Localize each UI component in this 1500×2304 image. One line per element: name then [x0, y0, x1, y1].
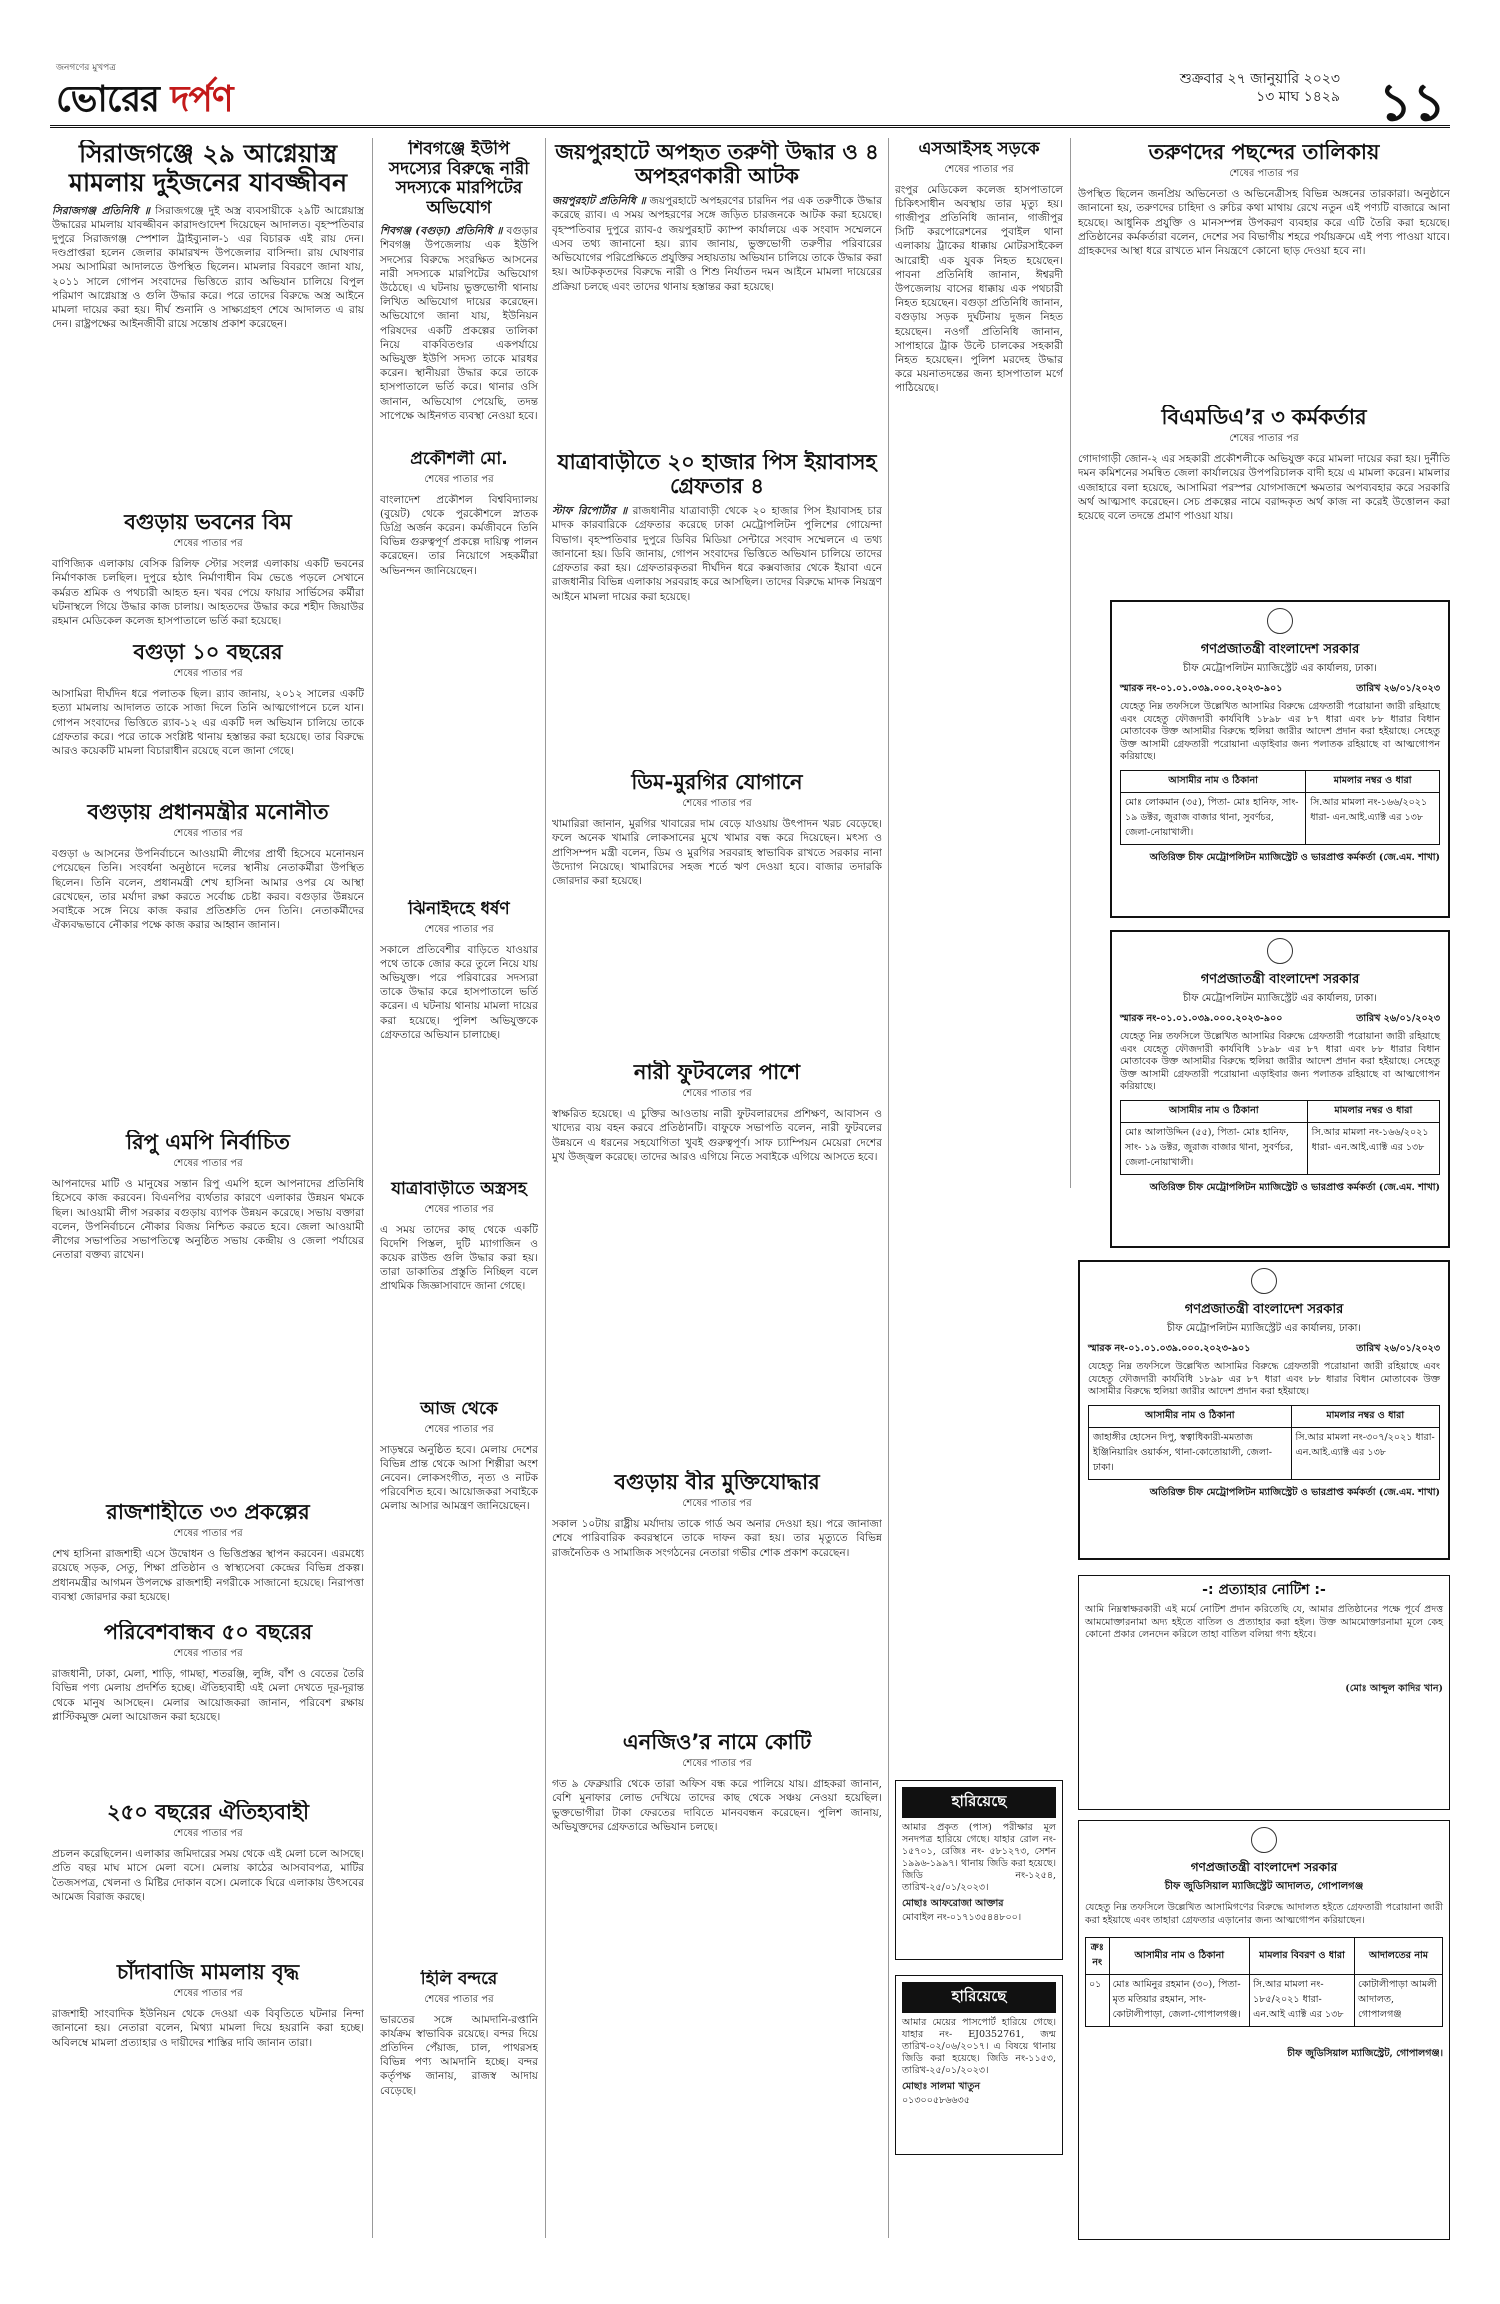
notice-table [1088, 1405, 1440, 1480]
article-dim [552, 770, 882, 1050]
article-heritage250 [52, 1800, 364, 1950]
table-head: মামলার নম্বর ও ধারা [1307, 1100, 1439, 1122]
notice-ref-row [1120, 1012, 1440, 1027]
article-sbus [895, 140, 1063, 1190]
article-body: এ সময় তাদের কাছ থেকে একটি বিদেশি পিস্তল, দুটি ম্যাগাজিন ও কয়েক রাউন্ড গুলি উদ্ধার করা হয়। তারা ডাকাতির প্রস্তুতি নিচ্ছিল বলে প্রাথমিক জিজ্ঞাসাবাদে জানা গেছে। [380, 1223, 538, 1293]
article-chandabaji [52, 1960, 364, 2240]
headline: বগুড়া ১০ বছরের [133, 640, 283, 664]
notice-body: যেহেতু নিম্ন তফসিলে উল্লেখিত আসামির বিরুদ্ধে গ্রেফতারী পরোয়ানা জারী রহিয়াছে এবং যেহেতু ফৌজদারী কার্যবিধি ১৮৯৮ এর ৮৭ ধারা এবং ৮৮ ধারার বিধান মোতাবেক উক্ত আসামীর বিরুদ্ধে হুলিয়া জারীর আদেশ প্রদান করা হইয়াছে। সেহেতু উক্ত আসামী গ্রেফতারী পরোয়ানা এড়াইবার জন্য পলাতক রহিয়াছে বা আত্মগোপন করিয়াছে। [1120, 1031, 1440, 1092]
article-bogura-building [52, 510, 364, 630]
notice-ref: স্মারক নং-০১.০১.০৩৯.০০০.২০২৩-৯০১ [1120, 683, 1283, 694]
headline: ডিম-মুরগির যোগানে [631, 770, 803, 794]
court-body: যেহেতু নিম্ন তফসিলে উল্লেখিত আসামিগণের বিরুদ্ধে আদালত হইতে গ্রেফতারী পরোয়ানা জারী করা হইয়াছে এবং তাহারা গ্রেফতার এড়ানোর জন্য আত্মগোপন করিয়াছেন। [1085, 1902, 1443, 1926]
table-head: ক্রঃ নং [1086, 1938, 1110, 1975]
notice-office: চীফ মেট্রোপলিটন ম্যাজিস্ট্রেট এর কার্যালয়, ঢাকা। [1182, 993, 1378, 1004]
continuation-note: শেষের পাতার পর [424, 473, 494, 485]
article-parivesh [52, 1620, 364, 1770]
article-rajshahi [52, 1500, 364, 1610]
continuation-note: শেষের পাতার পর [682, 1758, 752, 1770]
continuation-note: শেষের পাতার পর [424, 1203, 494, 1215]
article-body: ভারতের সঙ্গে আমদানি-রপ্তানি কার্যক্রম স্বাভাবিক রয়েছে। বন্দর দিয়ে প্রতিদিন পেঁয়াজ, চাল, পাথরসহ বিভিন্ন পণ্য আমদানি হচ্ছে। বন্দর কর্তৃপক্ষ জানায়, রাজস্ব আদায় বেড়েছে। [380, 2013, 538, 2097]
table-head: মামলার নম্বর ও ধারা [1291, 1405, 1440, 1427]
headline: প্রকৌশলী মো. [410, 450, 508, 469]
gov-notice-3 [1078, 1260, 1450, 1560]
article-joypurhat [552, 140, 882, 440]
table-head: মামলার বিবরণ ও ধারা [1250, 1938, 1355, 1975]
headline: ঝিনাইদহে ধর্ষণ [408, 900, 510, 919]
headline: হিলি বন্দরে [420, 1970, 498, 1989]
body-text: বগুড়ার শিবগঞ্জ উপজেলায় এক ইউপি সদস্যের বিরুদ্ধে সংরক্ষিত আসনের নারী সদস্যকে মারপিটের অভিযোগ উঠেছে। এ ঘটনায় ভুক্তভোগী থানায় লিখিত অভিযোগ দায়ের করেছেন। অভিযোগে জানা যায়, ইউনিয়ন পরিষদের একটি প্রকল্পের তালিকা নিয়ে বাকবিতণ্ডার একপর্যায়ে অভিযুক্ত ইউপি সদস্য তাকে মারধর করেন। স্থানীয়রা উদ্ধার করে তাকে হাসপাতালে ভর্তি করে। থানার ওসি জানান, অভিযোগ পেয়েছি, তদন্ত সাপেক্ষে আইনগত ব্যবস্থা নেওয়া হবে। [380, 225, 538, 422]
continuation-note: শেষের পাতার পর [173, 1988, 243, 2000]
date-line [1180, 70, 1340, 106]
continuation-note: শেষের পাতার পর [1229, 433, 1299, 445]
article-yaba [552, 450, 882, 760]
article-jatrabari [380, 1180, 538, 1380]
logo-tagline: জনগণের মুখপত্র [56, 63, 116, 73]
article-body: রংপুর মেডিকেল কলেজ হাসপাতালে চিকিৎসাধীন অবস্থায় তার মৃত্যু হয়। গাজীপুর প্রতিনিধি জানান, গাজীপুর সিটি করপোরেশনের পুবাইল থানা এলাকায় ট্রাকের ধাক্কায় মোটরসাইকেল আরোহী এক যুবক নিহত হয়েছেন। পাবনা প্রতিনিধি জানান, ঈশ্বরদী উপজেলায় বাসের ধাক্কায় এক পথচারী নিহত হয়েছেন। বগুড়া প্রতিনিধি জানান, বগুড়ায় সড়ক দুর্ঘটনায় দুজন নিহত হয়েছেন। নওগাঁ প্রতিনিধি জানান, সাপাহারে ট্রাক উল্টে চালকের সহকারী নিহত হয়েছেন। পুলিশ মরদেহ উদ্ধার করে ময়নাতদন্তের জন্য হাসপাতাল মর্গে পাঠিয়েছে। [895, 183, 1063, 395]
lost-name: মোছাঃ আফরোজা আক্তার [902, 1898, 1004, 1909]
article-bmda [1078, 405, 1450, 585]
column-rule [1070, 138, 1071, 1188]
notice-ref-row [1120, 682, 1440, 697]
table-head: আসামীর নাম ও ঠিকানা [1089, 1405, 1292, 1427]
lost-body: আমার প্রকৃত (পাস) পরীক্ষার মূল সনদপত্র হারিয়ে গেছে। যাহার রোল নং- ১৫৭০১, রেজিঃ নং- ৫৮১২৭৩, সেশন ১৯৯৬-১৯৯৭। থানায় জিডি করা হয়েছে। জিডি নং-১২৫৪, তারিখ-২৫/০১/২০২৩। [902, 1822, 1056, 1893]
notice-ref-row [1088, 1342, 1440, 1357]
article-jhenaidah [380, 900, 538, 1170]
article-body: গত ৯ ফেব্রুয়ারি থেকে তারা অফিস বন্ধ করে পালিয়ে যায়। গ্রাহকরা জানান, বেশি মুনাফার লোভ দেখিয়ে তাদের কাছ থেকে সঞ্চয় নেওয়া হয়েছিল। ভুক্তভোগীরা টাকা ফেরতের দাবিতে মানববন্ধন করেছেন। পুলিশ জানায়, অভিযুক্তদের গ্রেফতারে অভিযান চলছে। [552, 1778, 882, 1833]
table-cell: সি.আর মামলা নং-১৬৬/২০২১ ধারা- এন.আই.এ্যাক্ট এর ১৩৮ [1306, 792, 1440, 844]
headline: এনজিও’র নামে কোটি [622, 1730, 812, 1754]
headline: তরুণদের পছন্দের তালিকায় [1148, 140, 1380, 164]
article-nari [552, 1060, 882, 1460]
headline: পরিবেশবান্ধব ৫০ বছরের [103, 1620, 313, 1644]
table-cell: সি.আর মামলা নং- ১৮৫/২০২১ ধারা- এন.আই এ্যাক্ট এর ১৩৮ [1250, 1975, 1355, 2027]
headline: ২৫০ বছরের ঐতিহ্যবাহী [106, 1800, 310, 1824]
court-notice [1078, 1820, 1450, 2240]
lost-name: মোছাঃ সালমা খাতুন [902, 2081, 981, 2092]
table-cell: জাহাঙ্গীর হোসেন দিপু, স্বত্বাধিকারী-মমতাজ ইঞ্জিনিয়ারিং ওয়ার্কস, থানা-কোতোয়ালী, জেলা-ঢাকা। [1089, 1427, 1292, 1479]
logo-text [56, 72, 233, 132]
masthead [50, 58, 1450, 133]
article-body: আসামিরা দীর্ঘদিন ধরে পলাতক ছিল। র‌্যাব জানায়, ২০১২ সালের একটি হত্যা মামলায় আদালত তাকে সাজা দিলে তিনি আত্মগোপনে চলে যান। গোপন সংবাদের ভিত্তিতে র‌্যাব-১২ এর একটি দল অভিযান চালিয়ে তাকে গ্রেফতার করে। পরে তাকে সংশ্লিষ্ট থানায় হস্তান্তর করা হয়েছে। তার বিরুদ্ধে আরও কয়েকটি মামলা বিচারাধীন রয়েছে বলে জানা গেছে। [52, 688, 364, 757]
gov-notice-1 [1110, 600, 1450, 918]
notice-office: চীফ মেট্রোপলিটন ম্যাজিস্ট্রেট এর কার্যালয়, ঢাকা। [1182, 663, 1378, 674]
lost-phone: ০১৩০০৫৮৬৬৩৫ [902, 2095, 970, 2107]
headline: আজ থেকে [420, 1400, 498, 1419]
byline: স্টাফ রিপোর্টার ॥ [552, 505, 628, 518]
continuation-note: শেষের পাতার পর [424, 1423, 494, 1435]
continuation-note: শেষের পাতার পর [173, 828, 243, 840]
notice-signatory: অতিরিক্ত চীফ মেট্রোপলিটন ম্যাজিস্ট্রেট ও ভারপ্রাপ্ত কর্মকর্তা (জে.এম. শাখা) [1149, 1181, 1440, 1193]
table-head: আসামীর নাম ও ঠিকানা [1121, 1100, 1308, 1122]
notice-gov: গণপ্রজাতন্ত্রী বাংলাদেশ সরকার [1200, 972, 1360, 987]
withdrawal-notice [1078, 1575, 1450, 1810]
continuation-note: শেষের পাতার পর [424, 1993, 494, 2005]
article-shibganj [380, 140, 538, 440]
article-ngo [552, 1730, 882, 2240]
table-cell: কোটালীপাড়া আমলী আদালত, গোপালগঞ্জ [1355, 1975, 1443, 2027]
article-body: গোদাগাড়ী জোন-২ এর সহকারী প্রকৌশলীকে অভিযুক্ত করে মামলা দায়ের করা হয়। দুর্নীতি দমন কমিশনের সমন্বিত জেলা কার্যালয়ের উপপরিচালক বাদী হয়ে এ মামলা করেন। মামলার এজাহারে বলা হয়েছে, আসামিরা পরস্পর যোগসাজশে ক্ষমতার অপব্যবহার করে সরকারি অর্থ আত্মসাৎ করেছেন। সেচ প্রকল্পের নামে বরাদ্দকৃত অর্থ কাজ না করেই উত্তোলন করা হয়েছে বলে তদন্তে প্রমাণ পাওয়া যায়। [1078, 453, 1450, 522]
lost-phone: মোবাইল নং-০১৭১৩৫৪৪৮০০। [902, 1912, 1022, 1924]
body-text: জয়পুরহাটে অপহরণের চারদিন পর এক তরুণীকে উদ্ধার করেছে র‌্যাব। এ সময় অপহরণের সঙ্গে জড়িত চারজনকে আটক করা হয়েছে। বৃহস্পতিবার দুপুরে র‌্যাব-৫ জয়পুরহাট ক্যাম্প কার্যালয়ে এক সংবাদ সম্মেলনে এসব তথ্য জানানো হয়। র‌্যাব জানায়, ভুক্তভোগী তরুণীর পরিবারের অভিযোগের পরিপ্রেক্ষিতে প্রযুক্তির সহায়তায় অভিযান চালিয়ে তাকে উদ্ধার করা হয়। আটককৃতদের বিরুদ্ধে নারী ও শিশু নির্যাতন দমন আইনে মামলা দায়েরের প্রক্রিয়া চলছে এবং তাদের থানায় হস্তান্তর করা হয়েছে। [552, 195, 882, 293]
notice-gov: গণপ্রজাতন্ত্রী বাংলাদেশ সরকার [1200, 642, 1360, 657]
court-office: চীফ জুডিসিয়াল ম্যাজিস্ট্রেট আদালত, গোপালগঞ্জ [1164, 1881, 1364, 1892]
body-text: রাজধানীর যাত্রাবাড়ী থেকে ২০ হাজার পিস ইয়াবাসহ চার মাদক কারবারিকে গ্রেফতার করেছে ঢাকা মেট্রোপলিটন পুলিশের গোয়েন্দা বিভাগ। বৃহস্পতিবার দুপুরে ডিবির মিডিয়া সেন্টারে সংবাদ সম্মেলনে এ তথ্য জানানো হয়। ডিবি জানায়, গোপন সংবাদের ভিত্তিতে অভিযান চালিয়ে তাদের গ্রেফতার করা হয়। গ্রেফতারকৃতরা দীর্ঘদিন ধরে কক্সবাজার থেকে ইয়াবা এনে রাজধানীর বিভিন্ন এলাকায় সরবরাহ করে আসছিল। তাদের বিরুদ্ধে মাদক নিয়ন্ত্রণ আইনে মামলা দায়ের করা হয়েছে। [552, 505, 882, 603]
headline: চাঁদাবাজি মামলায় বৃদ্ধ [116, 1960, 300, 1984]
headline: যাত্রাবাড়ীতে ২০ হাজার পিস ইয়াবাসহ গ্রেফতার ৪ [557, 450, 877, 499]
byline: শিবগঞ্জ (বগুড়া) প্রতিনিধি ॥ [380, 225, 503, 238]
article-body [552, 504, 882, 603]
notice-office: চীফ মেট্রোপলিটন ম্যাজিস্ট্রেট এর কার্যালয়, ঢাকা। [1166, 1323, 1362, 1334]
continuation-note: শেষের পাতার পর [173, 668, 243, 680]
withdrawal-body: আমি নিম্নস্বাক্ষরকারী এই মর্মে নোটিশ প্রদান করিতেছি যে, আমার প্রতিষ্ঠানের পক্ষে পূর্বে প্রদত্ত আমমোক্তারনামা অদ্য হইতে বাতিল ও প্রত্যাহার করা হইল। উক্ত আমমোক্তারনামা মূলে কেহ কোনো প্রকার লেনদেন করিলে তাহা বাতিল বলিয়া গণ্য হইবে। [1085, 1604, 1443, 1641]
article-body: শেখ হাসিনা রাজশাহী এসে উদ্বোধন ও ভিত্তিপ্রস্তর স্থাপন করবেন। এরমধ্যে রয়েছে সড়ক, সেতু, শিক্ষা প্রতিষ্ঠান ও স্বাস্থ্যসেবা কেন্দ্রের বিভিন্ন প্রকল্প। প্রধানমন্ত্রীর আগমন উপলক্ষে রাজশাহী নগরীকে সাজানো হয়েছে। নিরাপত্তা ব্যবস্থা জোরদার করা হয়েছে। [52, 1548, 364, 1603]
withdrawal-title: -: প্রত্যাহার নোটিশ :- [1202, 1582, 1326, 1598]
byline: জয়পুরহাট প্রতিনিধি ॥ [552, 195, 646, 208]
court-table [1085, 1937, 1443, 2027]
withdrawal-signature: (মোঃ আব্দুল কাদির খান) [1345, 1682, 1443, 1694]
notice-table [1120, 1100, 1440, 1175]
headline: এসআইসহ সড়কে [918, 140, 1040, 159]
continuation-note: শেষের পাতার পর [682, 1088, 752, 1100]
article-body [52, 204, 364, 332]
article-bogura10 [52, 640, 364, 790]
logo-part2: দর্পণ [170, 78, 233, 120]
continuation-note: শেষের পাতার পর [173, 538, 243, 550]
continuation-note: শেষের পাতার পর [173, 1828, 243, 1840]
headline: নারী ফুটবলের পাশে [633, 1060, 801, 1084]
table-cell: সি.আর মামলা নং-৩০৭/২০২১ ধারা- এন.আই.এ্যাক্ট এর ১৩৮ [1291, 1427, 1440, 1479]
headline: জয়পুরহাটে অপহৃত তরুণী উদ্ধার ও ৪ অপহরণকারী আটক [555, 140, 879, 189]
article-sirajganj [52, 140, 364, 500]
table-cell: সি.আর মামলা নং-১৬৬/২০২১ ধারা- এন.আই.এ্যাক্ট এর ১৩৮ [1307, 1122, 1439, 1174]
notice-date: তারিখ ২৬/০১/২০২৩ [1356, 683, 1440, 694]
column-rule [545, 138, 546, 2238]
notice-date: তারিখ ২৬/০১/২০২৩ [1356, 1013, 1440, 1024]
article-prokoushali [380, 450, 538, 890]
table-cell: মোঃ আমিনুর রহমান (৩০), পিতা-মৃত মতিয়ার রহমান, সাং-কোটালীপাড়া, জেলা-গোপালগঞ্জ। [1109, 1975, 1250, 2027]
notice-gov: গণপ্রজাতন্ত্রী বাংলাদেশ সরকার [1184, 1302, 1344, 1317]
headline: সিরাজগঞ্জে ২৯ আগ্নেয়াস্ত্র মামলায় দুইজনের যাবজ্জীবন [68, 140, 348, 197]
table-head: মামলার নম্বর ও ধারা [1306, 770, 1440, 792]
article-bir [552, 1470, 882, 1720]
continuation-note: শেষের পাতার পর [173, 1528, 243, 1540]
court-gov: গণপ্রজাতন্ত্রী বাংলাদেশ সরকার [1190, 1860, 1338, 1874]
newspaper-logo [50, 58, 280, 120]
article-body: উপস্থিত ছিলেন জনপ্রিয় অভিনেতা ও অভিনেত্রীসহ বিভিন্ন অঙ্গনের তারকারা। অনুষ্ঠানে জানানো হয়, তরুণদের চাহিদা ও রুচির কথা মাথায় রেখে নতুন এই পণ্যটি বাজারে আনা হয়েছে। আধুনিক প্রযুক্তি ও মানসম্পন্ন উপকরণ ব্যবহার করে এটি তৈরি করা হয়েছে। প্রতিষ্ঠানের কর্মকর্তারা বলেন, দেশের সব বিভাগীয় শহরে পর্যায়ক্রমে এই পণ্য পাওয়া যাবে। গ্রাহকদের আস্থা ধরে রাখতে মান নিয়ন্ত্রণে কোনো ছাড় দেওয়া হবে না। [1078, 188, 1450, 257]
article-hili [380, 1970, 538, 2240]
table-head: আসামীর নাম ও ঠিকানা [1121, 770, 1306, 792]
table-cell: মোঃ আলাউদ্দিন (৫৫), পিতা- মোঃ হানিফ, সাং- ১৯ ডক্টর, জুরাজ বাজার থানা, সুবর্ণচর, জেলা-নোয়াখালী। [1121, 1122, 1308, 1174]
date-bengali: ১৩ মাঘ ১৪২৯ [1256, 89, 1340, 105]
body-text: সিরাজগঞ্জে দুই অস্ত্র ব্যবসায়ীকে ২৯টি আগ্নেয়াস্ত্র উদ্ধারের মামলায় যাবজ্জীবন কারাদণ্ডাদেশ দিয়েছেন আদালত। বৃহস্পতিবার দুপুরে সিরাজগঞ্জ স্পেশাল ট্রাইব্যুনাল-১ এর বিচারক এই রায় দেন। দণ্ডপ্রাপ্তরা হলেন জেলার কামারখন্দ উপজেলার বাসিন্দা। রায় ঘোষণার সময় আসামিরা আদালতে উপস্থিত ছিলেন। মামলার বিবরণে জানা যায়, ২০১১ সালে গোপন সংবাদের ভিত্তিতে র‌্যাব অভিযান চালিয়ে বিপুল পরিমাণ আগ্নেয়াস্ত্র ও গুলি উদ্ধার করে। পরে তাদের বিরুদ্ধে অস্ত্র আইনে মামলা দায়ের করা হয়। দীর্ঘ শুনানি ও সাক্ষ্যগ্রহণ শেষে আদালত এ রায় দেন। রাষ্ট্রপক্ষের আইনজীবী রায়ে সন্তোষ প্রকাশ করেছেন। [52, 204, 364, 331]
notice-table [1120, 770, 1440, 845]
article-body: প্রচলন করেছিলেন। এলাকার জমিদারের সময় থেকে এই মেলা চলে আসছে। প্রতি বছর মাঘ মাসে মেলা বসে। মেলায় কাঠের আসবাবপত্র, মাটির তৈজসপত্র, খেলনা ও মিষ্টির দোকান বসে। মেলাকে ঘিরে এলাকায় উৎসবের আমেজ বিরাজ করছে। [52, 1848, 364, 1903]
continuation-note: শেষের পাতার পর [173, 1158, 243, 1170]
continuation-note: শেষের পাতার পর [682, 1498, 752, 1510]
gov-seal-icon [1251, 1268, 1277, 1294]
table-head: আসামীর নাম ও ঠিকানা [1109, 1938, 1250, 1975]
continuation-note: শেষের পাতার পর [1229, 168, 1299, 180]
continuation-note: শেষের পাতার পর [173, 1648, 243, 1660]
article-body [380, 224, 538, 423]
article-body: রাজধানী, ঢাকা, মেলা, শাড়ি, গামছা, শতরঞ্জি, লুঙ্গি, বাঁশ ও বেতের তৈরি বিভিন্ন পণ্য মেলায় প্রদর্শিত হচ্ছে। ঐতিহ্যবাহী এই মেলা দেখতে দূর-দূরান্ত থেকে মানুষ আসছেন। মেলার আয়োজকরা জানান, পরিবেশ রক্ষায় প্লাস্টিকমুক্ত মেলা আয়োজন করা হয়েছে। [52, 1668, 364, 1723]
headline: বগুড়ায় ভবনের বিম [124, 510, 292, 534]
column-rule [888, 138, 889, 2238]
continuation-note: শেষের পাতার পর [424, 923, 494, 935]
table-cell: মোঃ লোকমান (৩৫), পিতা- মোঃ হানিফ, সাং- ১৯ ডক্টর, জুরাজ বাজার থানা, সুবর্ণচর, জেলা-নোয়াখালী। [1121, 792, 1306, 844]
headline: রিপু এমপি নির্বাচিত [126, 1130, 290, 1154]
date-gregorian: শুক্রবার ২৭ জানুয়ারি ২০২৩ [1179, 71, 1340, 87]
headline: বগুড়ায় বীর মুক্তিযোদ্ধার [614, 1470, 820, 1494]
article-body: বাংলাদেশ প্রকৌশল বিশ্ববিদ্যালয় (বুয়েট) থেকে পুরকৌশলে স্নাতক ডিগ্রি অর্জন করেন। কর্মজীবনে তিনি বিভিন্ন গুরুত্বপূর্ণ প্রকল্পে দায়িত্ব পালন করেছেন। তার নিয়োগে সহকর্মীরা অভিনন্দন জানিয়েছেন। [380, 493, 538, 577]
notice-ref: স্মারক নং-০১.০১.০৩৯.০০০.২০২৩-৯০১ [1088, 1343, 1251, 1354]
article-body: স্বাক্ষরিত হয়েছে। এ চুক্তির আওতায় নারী ফুটবলারদের প্রশিক্ষণ, আবাসন ও খাদ্যের ব্যয় বহন করবে প্রতিষ্ঠানটি। বাফুফে সভাপতি বলেন, নারী ফুটবলের উন্নয়নে এ ধরনের সহযোগিতা খুবই গুরুত্বপূর্ণ। সাফ চ্যাম্পিয়ন মেয়েরা দেশের মুখ উজ্জ্বল করেছে। তাদের আরও এগিয়ে নিতে সবাইকে এগিয়ে আসতে হবে। [552, 1108, 882, 1163]
continuation-note: শেষের পাতার পর [682, 798, 752, 810]
lost-title: হারিয়েছে [902, 1787, 1056, 1818]
article-body: সাড়ম্বরে অনুষ্ঠিত হবে। মেলায় দেশের বিভিন্ন প্রান্ত থেকে আসা শিল্পীরা অংশ নেবেন। লোকসংগীত, নৃত্য ও নাটক পরিবেশিত হবে। আয়োজকরা সবাইকে মেলায় আসার আমন্ত্রণ জানিয়েছেন। [380, 1443, 538, 1513]
headline: রাজশাহীতে ৩৩ প্রকল্পের [106, 1500, 310, 1524]
article-bogura-pm [52, 800, 364, 1100]
lost-body: আমার মেয়ের পাসপোর্ট হারিয়ে গেছে। যাহার নং- EJ0352761, জন্ম তারিখ-০২/০৬/২০১৭। এ বিষয়ে থানায় জিডি করা হয়েছে। জিডি নং-১১৫৩, তারিখ-২৫/০১/২০২৩। [902, 2017, 1056, 2076]
notice-signatory: অতিরিক্ত চীফ মেট্রোপলিটন ম্যাজিস্ট্রেট ও ভারপ্রাপ্ত কর্মকর্তা (জে.এম. শাখা) [1149, 851, 1440, 863]
article-aaj [380, 1400, 538, 1960]
notice-body: যেহেতু নিম্ন তফসিলে উল্লেখিত আসামির বিরুদ্ধে গ্রেফতারী পরোয়ানা জারী রহিয়াছে এবং যেহেতু ফৌজদারী কার্যবিধি ১৮৯৮ এর ৮৭ ধারা এবং ৮৮ ধারার বিধান মোতাবেক উক্ত আসামীর বিরুদ্ধে হুলিয়া জারীর আদেশ প্রদান করা হইয়াছে। [1088, 1361, 1440, 1397]
notice-signatory: অতিরিক্ত চীফ মেট্রোপলিটন ম্যাজিস্ট্রেট ও ভারপ্রাপ্ত কর্মকর্তা (জে.এম. শাখা) [1149, 1486, 1440, 1498]
article-body: রাজশাহী সাংবাদিক ইউনিয়ন থেকে দেওয়া এক বিবৃতিতে ঘটনার নিন্দা জানানো হয়। নেতারা বলেন, মিথ্যা মামলা দিয়ে হয়রানি করা হচ্ছে। অবিলম্বে মামলা প্রত্যাহার ও দায়ীদের শাস্তির দাবি জানান তারা। [52, 2008, 364, 2049]
article-body: বগুড়া ৬ আসনের উপনির্বাচনে আওয়ামী লীগের প্রার্থী হিসেবে মনোনয়ন পেয়েছেন তিনি। সংবর্ধনা অনুষ্ঠানে দলের স্থানীয় নেতাকর্মীরা উপস্থিত ছিলেন। তিনি বলেন, প্রধানমন্ত্রী শেখ হাসিনা আমার ওপর যে আস্থা রেখেছেন, তার মর্যাদা রক্ষা করতে সর্বোচ্চ চেষ্টা করব। বগুড়ার উন্নয়নে সবাইকে সঙ্গে নিয়ে কাজ করার প্রতিশ্রুতি দেন তিনি। নেতাকর্মীদের ঐক্যবদ্ধভাবে নৌকার পক্ষে কাজ করার আহ্বান জানান। [52, 848, 364, 932]
gov-notice-2 [1110, 930, 1450, 1248]
article-body: খামারিরা জানান, মুরগির খাবারের দাম বেড়ে যাওয়ায় উৎপাদন খরচ বেড়েছে। ফলে অনেক খামারি লোকসানের মুখে খামার বন্ধ করে দিয়েছেন। মৎস্য ও প্রাণিসম্পদ মন্ত্রী বলেন, ডিম ও মুরগির সরবরাহ স্বাভাবিক রাখতে সরকার নানা উদ্যোগ নিয়েছে। খামারিদের সহজ শর্তে ঋণ দেওয়া হবে। বাজার তদারকি জোরদার করা হয়েছে। [552, 818, 882, 887]
column-rule [372, 138, 373, 2238]
article-body: বাণিজ্যিক এলাকায় বেসিক রিলিফ স্টোর সংলগ্ন এলাকায় একটি ভবনের নির্মাণকাজ চলছিল। দুপুরে হঠাৎ নির্মাণাধীন বিম ভেঙে পড়লে সেখানে কর্মরত শ্রমিক ও পথচারী আহত হন। খবর পেয়ে ফায়ার সার্ভিসের কর্মীরা ঘটনাস্থলে গিয়ে উদ্ধার কাজ চালায়। আহতদের উদ্ধার করে শহীদ জিয়াউর রহমান মেডিকেল কলেজ হাসপাতালে ভর্তি করা হয়েছে। [52, 558, 364, 627]
headline: যাত্রাবাড়ীতে অস্ত্রসহ [391, 1180, 527, 1199]
gov-seal-icon [1267, 938, 1293, 964]
logo-part1: ভোরের [56, 78, 171, 120]
continuation-note: শেষের পাতার পর [944, 163, 1014, 175]
headline: বগুড়ায় প্রধানমন্ত্রীর মনোনীত [87, 800, 329, 824]
gov-seal-icon [1251, 1827, 1277, 1853]
lost-title: হারিয়েছে [902, 1982, 1056, 2013]
article-body: সকাল ১০টায় রাষ্ট্রীয় মর্যাদায় তাকে গার্ড অব অনার দেওয়া হয়। পরে জানাজা শেষে পারিবারিক কবরস্থানে তাকে দাফন করা হয়। তার মৃত্যুতে বিভিন্ন রাজনৈতিক ও সামাজিক সংগঠনের নেতারা গভীর শোক প্রকাশ করেছেন। [552, 1518, 882, 1559]
notice-body: যেহেতু নিম্ন তফসিলে উল্লেখিত আসামির বিরুদ্ধে গ্রেফতারী পরোয়ানা জারী রহিয়াছে এবং যেহেতু ফৌজদারী কার্যবিধি ১৮৯৮ এর ৮৭ ধারা এবং ৮৮ ধারার বিধান মোতাবেক উক্ত আসামীর বিরুদ্ধে হুলিয়া জারীর আদেশ প্রদান করা হইয়াছে। সেহেতু উক্ত আসামী গ্রেফতারী পরোয়ানা এড়াইবার জন্য পলাতক রহিয়াছে বা আত্মগোপন করিয়াছে। [1120, 701, 1440, 762]
byline: সিরাজগঞ্জ প্রতিনিধি ॥ [52, 204, 150, 217]
table-cell: ০১ [1086, 1975, 1110, 2027]
headline: শিবগঞ্জে ইউপি সদস্যের বিরুদ্ধে নারী সদস্যকে মারপিটের অভিযোগ [388, 140, 530, 218]
article-body: সকালে প্রতিবেশীর বাড়িতে যাওয়ার পথে তাকে জোর করে তুলে নিয়ে যায় অভিযুক্ত। পরে পরিবারের সদস্যরা তাকে উদ্ধার করে হাসপাতালে ভর্তি করেন। এ ঘটনায় থানায় মামলা দায়ের করা হয়েছে। পুলিশ অভিযুক্তকে গ্রেফতারে অভিযান চালাচ্ছে। [380, 943, 538, 1041]
notice-date: তারিখ ২৬/০১/২০২৩ [1356, 1343, 1440, 1354]
headline: বিএমডিএ’র ৩ কর্মকর্তার [1161, 405, 1367, 429]
lost-notice-1 [895, 1780, 1063, 1960]
notice-ref: স্মারক নং-০১.০১.০৩৯.০০০.২০২৩-৯০০ [1120, 1013, 1283, 1024]
page-number: ১১ [1378, 73, 1446, 133]
gov-seal-icon [1267, 608, 1293, 634]
table-head: আদালতের নাম [1355, 1938, 1443, 1975]
lost-notice-2 [895, 1975, 1063, 2155]
article-body [552, 194, 882, 293]
court-signatory: চীফ জুডিসিয়াল ম্যাজিস্ট্রেট, গোপালগঞ্জ। [1287, 2048, 1443, 2059]
article-body: আপনাদের মাটি ও মানুষের সন্তান রিপু এমপি হলে আপনাদের প্রতিনিধি হিসেবে কাজ করবেন। বিএনপির ব্যর্থতার কারণে এলাকার উন্নয়ন থমকে ছিল। আওয়ামী লীগ সরকার বগুড়ায় ব্যাপক উন্নয়ন করেছে। সভায় বক্তারা বলেন, উপনির্বাচনে নৌকার বিজয় নিশ্চিত করতে হবে। জেলা আওয়ামী লীগের সভাপতির সভাপতিত্বে অনুষ্ঠিত সভায় কেন্দ্রীয় ও জেলা পর্যায়ের নেতারা বক্তব্য রাখেন। [52, 1178, 364, 1262]
article-ripu [52, 1130, 364, 1470]
article-tarun [1078, 140, 1450, 400]
